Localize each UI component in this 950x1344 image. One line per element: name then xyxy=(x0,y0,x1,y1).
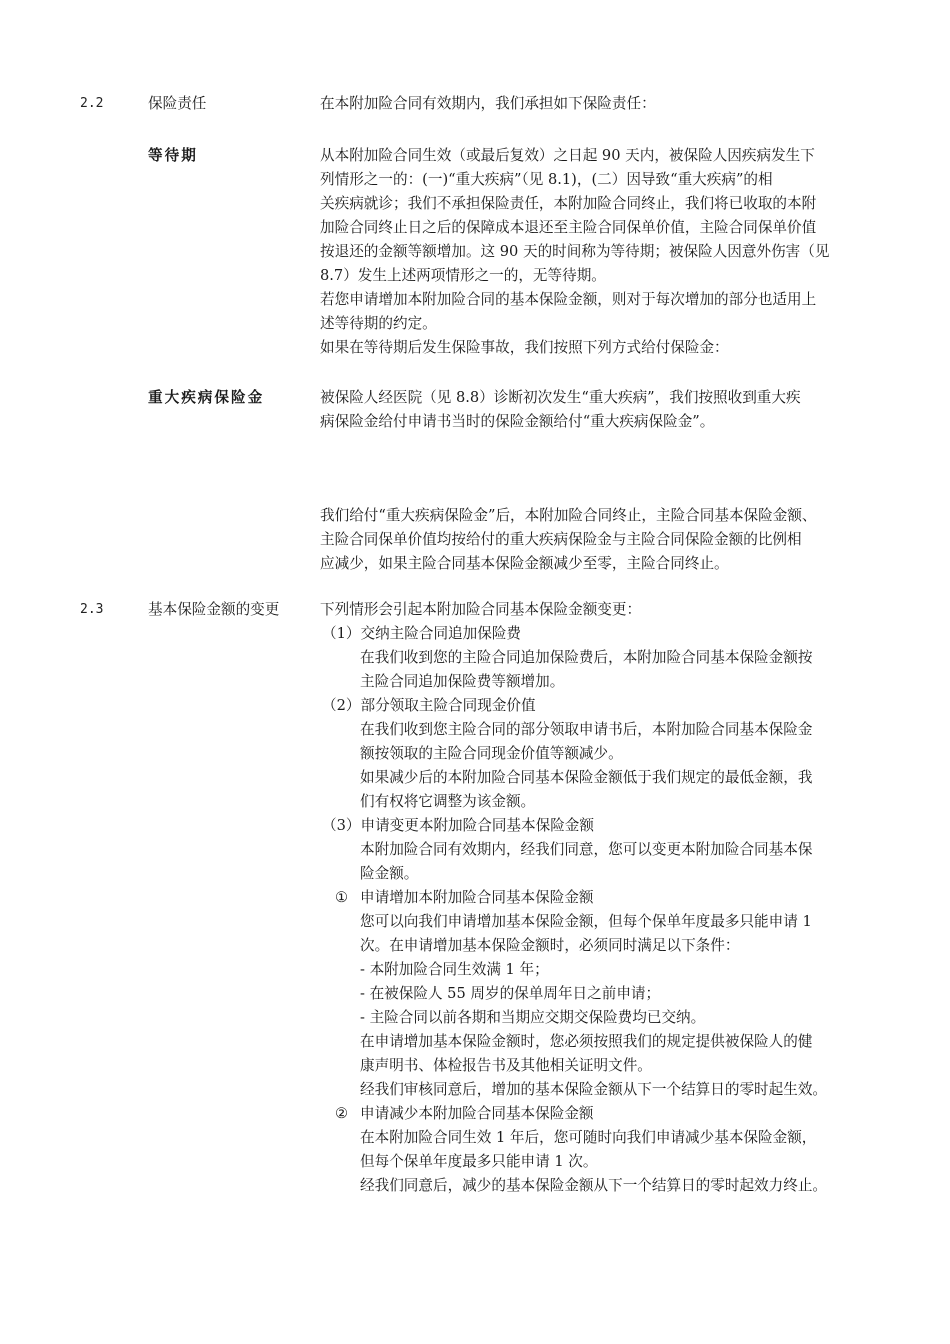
text-line: 康声明书、体检报告书及其他相关证明文件。 xyxy=(360,1057,652,1074)
text-line: 如果减少后的本附加险合同基本保险金额低于我们规定的最低金额，我 xyxy=(360,769,813,786)
section-title-insurance-liability: 保险责任 xyxy=(148,95,207,112)
text-line: 在本附加险合同生效 1 年后，您可随时向我们申请减少基本保险金额， xyxy=(360,1129,817,1146)
text-line: 额按领取的主险合同现金价值等额减少。 xyxy=(360,745,623,762)
sub-2-heading: 申请减少本附加险合同基本保险金额 xyxy=(360,1105,594,1122)
text-line: 经我们同意后，减少的基本保险金额从下一个结算日的零时起效力终止。 xyxy=(360,1177,828,1194)
bullet-line: - 主险合同以前各期和当期应交期交保险费均已交纳。 xyxy=(360,1009,706,1026)
critical-illness-paragraph-1 xyxy=(320,386,885,434)
text-line: 如果在等待期后发生保险事故，我们按照下列方式给付保险金： xyxy=(320,339,729,356)
text-line: 在我们收到您的主险合同追加保险费后，本附加险合同基本保险金额按 xyxy=(360,649,813,666)
sub-1-heading: 申请增加本附加险合同基本保险金额 xyxy=(360,889,594,906)
section-number-2-2: 2.2 xyxy=(80,96,104,111)
waiting-period-paragraph xyxy=(320,144,885,360)
bullet-line: - 在被保险人 55 周岁的保单周年日之前申请； xyxy=(360,985,661,1002)
sub-1-body xyxy=(360,910,885,1102)
bullet-line: - 本附加险合同生效满 1 年； xyxy=(360,961,549,978)
text-line: 本附加险合同有效期内，经我们同意，您可以变更本附加险合同基本保 xyxy=(360,841,813,858)
section-number-2-3: 2.3 xyxy=(80,602,104,617)
text-line: 关疾病就诊；我们不承担保险责任，本附加险合同终止，我们将已收取的本附 xyxy=(320,195,817,212)
text-line: 加险合同终止日之后的保障成本退还至主险合同保单价值，主险合同保单价值 xyxy=(320,219,817,236)
text-line: 述等待期的约定。 xyxy=(320,315,437,332)
text-line: 您可以向我们申请增加基本保险金额，但每个保单年度最多只能申请 1 xyxy=(360,913,812,930)
text-line: 在申请增加基本保险金额时，您必须按照我们的规定提供被保险人的健 xyxy=(360,1033,813,1050)
circled-two-marker: ② xyxy=(335,1105,349,1122)
text-line: 应减少，如果主险合同基本保险金额减少至零，主险合同终止。 xyxy=(320,555,729,572)
text-line: 我们给付“重大疾病保险金”后，本附加险合同终止，主险合同基本保险金额、 xyxy=(320,507,817,524)
text-line: 们有权将它调整为该金额。 xyxy=(360,793,536,810)
critical-illness-benefit-label: 重大疾病保险金 xyxy=(148,389,265,406)
section-title-sum-assured-change: 基本保险金额的变更 xyxy=(148,601,280,618)
waiting-period-label: 等待期 xyxy=(148,147,198,164)
text-line: 按退还的金额等额增加。这 90 天的时间称为等待期；被保险人因意外伤害（见 xyxy=(320,243,830,260)
text-line: 主险合同保单价值均按给付的重大疾病保险金与主险合同保险金额的比例相 xyxy=(320,531,802,548)
text-line: 次。在申请增加基本保险金额时，必须同时满足以下条件： xyxy=(360,937,740,954)
text-line: 主险合同追加保险费等额增加。 xyxy=(360,673,565,690)
item-1-body xyxy=(360,646,885,694)
item-1-heading: （1）交纳主险合同追加保险费 xyxy=(322,625,522,642)
item-2-heading: （2）部分领取主险合同现金价值 xyxy=(322,697,536,714)
sub-2-body xyxy=(360,1126,885,1198)
text-line: 经我们审核同意后，增加的基本保险金额从下一个结算日的零时起生效。 xyxy=(360,1081,828,1098)
text-line: 若您申请增加本附加险合同的基本保险金额，则对于每次增加的部分也适用上 xyxy=(320,291,817,308)
section-intro: 在本附加险合同有效期内，我们承担如下保险责任： xyxy=(320,95,656,112)
critical-illness-paragraph-2 xyxy=(320,504,885,576)
item-3-body xyxy=(360,838,885,886)
text-line: 但每个保单年度最多只能申请 1 次。 xyxy=(360,1153,598,1170)
item-2-body xyxy=(360,718,885,814)
item-3-heading: （3）申请变更本附加险合同基本保险金额 xyxy=(322,817,594,834)
section-intro: 下列情形会引起本附加险合同基本保险金额变更： xyxy=(320,601,642,618)
text-line: 险金额。 xyxy=(360,865,419,882)
text-line: 在我们收到您主险合同的部分领取申请书后，本附加险合同基本保险金 xyxy=(360,721,813,738)
text-line: 8.7）发生上述两项情形之一的，无等待期。 xyxy=(320,267,606,284)
text-line: 被保险人经医院（见 8.8）诊断初次发生“重大疾病”，我们按照收到重大疾 xyxy=(320,389,801,406)
circled-one-marker: ① xyxy=(335,889,349,906)
text-line: 从本附加险合同生效（或最后复效）之日起 90 天内，被保险人因疾病发生下 xyxy=(320,147,815,164)
text-line: 列情形之一的：(一)“重大疾病”（见 8.1)，(二）因导致“重大疾病”的相 xyxy=(320,171,773,188)
text-line: 病保险金给付申请书当时的保险金额给付“重大疾病保险金”。 xyxy=(320,413,715,430)
